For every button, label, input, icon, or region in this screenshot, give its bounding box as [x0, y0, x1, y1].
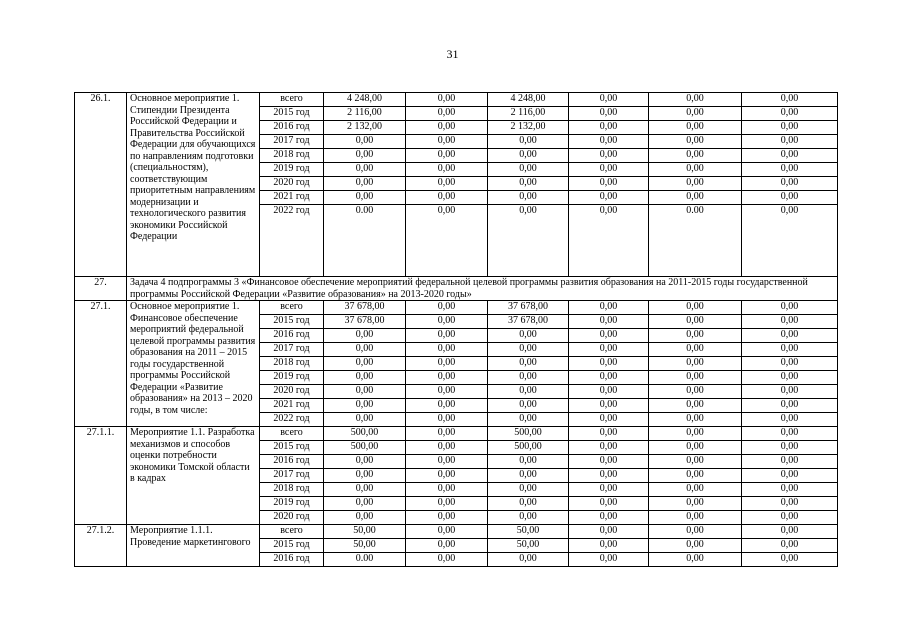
amount-cell: 0,00	[649, 483, 742, 497]
amount-cell: 0,00	[324, 399, 406, 413]
amount-cell: 0,00	[649, 497, 742, 511]
amount-cell: 0,00	[742, 177, 838, 191]
amount-cell: 0,00	[488, 205, 569, 277]
amount-cell: 0,00	[569, 413, 649, 427]
period-cell: 2022 год	[260, 205, 324, 277]
amount-cell: 0,00	[488, 385, 569, 399]
amount-cell: 0,00	[742, 455, 838, 469]
amount-cell: 0,00	[569, 539, 649, 553]
amount-cell: 50,00	[324, 539, 406, 553]
amount-cell: 0,00	[569, 149, 649, 163]
row-code: 27.	[75, 277, 127, 301]
period-cell: 2020 год	[260, 385, 324, 399]
row-code: 27.1.	[75, 301, 127, 427]
amount-cell: 0,00	[742, 385, 838, 399]
amount-cell: 37 678,00	[324, 301, 406, 315]
amount-cell: 0,00	[569, 205, 649, 277]
amount-cell: 0,00	[649, 301, 742, 315]
row-code: 27.1.1.	[75, 427, 127, 525]
amount-cell: 0,00	[406, 107, 488, 121]
amount-cell: 0,00	[742, 191, 838, 205]
amount-cell: 0,00	[488, 329, 569, 343]
period-cell: 2016 год	[260, 455, 324, 469]
amount-cell: 0,00	[742, 93, 838, 107]
amount-cell: 0,00	[569, 455, 649, 469]
amount-cell: 0,00	[569, 497, 649, 511]
amount-cell: 0,00	[406, 163, 488, 177]
amount-cell: 0,00	[742, 329, 838, 343]
amount-cell: 0,00	[324, 357, 406, 371]
amount-cell: 0,00	[488, 371, 569, 385]
amount-cell: 0,00	[324, 177, 406, 191]
amount-cell: 0,00	[488, 483, 569, 497]
period-cell: 2017 год	[260, 135, 324, 149]
amount-cell: 0,00	[488, 469, 569, 483]
amount-cell: 0,00	[406, 149, 488, 163]
period-cell: всего	[260, 301, 324, 315]
amount-cell: 0,00	[569, 441, 649, 455]
amount-cell: 0,00	[406, 343, 488, 357]
amount-cell: 0,00	[488, 177, 569, 191]
amount-cell: 0,00	[742, 539, 838, 553]
period-cell: всего	[260, 427, 324, 441]
amount-cell: 0,00	[742, 371, 838, 385]
amount-cell: 0,00	[649, 357, 742, 371]
amount-cell: 500,00	[488, 427, 569, 441]
amount-cell: 0,00	[649, 93, 742, 107]
amount-cell: 2 116,00	[324, 107, 406, 121]
amount-cell: 0,00	[569, 191, 649, 205]
period-cell: 2017 год	[260, 343, 324, 357]
amount-cell: 0,00	[569, 525, 649, 539]
period-cell: 2015 год	[260, 107, 324, 121]
amount-cell: 0,00	[569, 357, 649, 371]
amount-cell: 0,00	[406, 511, 488, 525]
period-cell: 2019 год	[260, 497, 324, 511]
amount-cell: 0,00	[649, 441, 742, 455]
amount-cell: 0,00	[406, 455, 488, 469]
amount-cell: 0,00	[488, 343, 569, 357]
amount-cell: 0,00	[649, 385, 742, 399]
amount-cell: 0,00	[649, 539, 742, 553]
amount-cell: 0,00	[649, 121, 742, 135]
amount-cell: 0,00	[742, 149, 838, 163]
amount-cell: 0,00	[742, 107, 838, 121]
period-cell: 2015 год	[260, 315, 324, 329]
amount-cell: 0,00	[324, 497, 406, 511]
period-cell: 2021 год	[260, 399, 324, 413]
amount-cell: 0,00	[406, 121, 488, 135]
amount-cell: 0,00	[324, 343, 406, 357]
amount-cell: 37 678,00	[324, 315, 406, 329]
amount-cell: 0,00	[406, 553, 488, 567]
amount-cell: 0,00	[569, 329, 649, 343]
amount-cell: 0.00	[324, 205, 406, 277]
period-cell: 2015 год	[260, 539, 324, 553]
amount-cell: 0,00	[324, 511, 406, 525]
amount-cell: 0,00	[649, 315, 742, 329]
table-row	[75, 301, 838, 315]
amount-cell: 0,00	[569, 469, 649, 483]
amount-cell: 0,00	[649, 107, 742, 121]
amount-cell: 0,00	[742, 483, 838, 497]
period-cell: 2016 год	[260, 329, 324, 343]
amount-cell: 0,00	[569, 399, 649, 413]
amount-cell: 0,00	[406, 469, 488, 483]
amount-cell: 0,00	[324, 135, 406, 149]
period-cell: 2015 год	[260, 441, 324, 455]
amount-cell: 0,00	[488, 455, 569, 469]
table-row	[75, 93, 838, 107]
amount-cell: 0,00	[406, 177, 488, 191]
amount-cell: 0,00	[742, 525, 838, 539]
amount-cell: 0,00	[406, 427, 488, 441]
amount-cell: 0,00	[406, 483, 488, 497]
amount-cell: 0,00	[742, 511, 838, 525]
amount-cell: 0,00	[324, 149, 406, 163]
amount-cell: 0,00	[488, 163, 569, 177]
amount-cell: 0,00	[569, 93, 649, 107]
period-cell: 2020 год	[260, 511, 324, 525]
period-cell: 2016 год	[260, 553, 324, 567]
amount-cell: 0,00	[569, 371, 649, 385]
amount-cell: 0,00	[569, 135, 649, 149]
amount-cell: 0,00	[649, 177, 742, 191]
amount-cell: 0,00	[649, 343, 742, 357]
amount-cell: 0,00	[569, 177, 649, 191]
amount-cell: 0,00	[406, 371, 488, 385]
amount-cell: 0,00	[569, 511, 649, 525]
amount-cell: 0,00	[649, 469, 742, 483]
amount-cell: 0,00	[569, 301, 649, 315]
amount-cell: 0,00	[406, 497, 488, 511]
amount-cell: 0,00	[742, 343, 838, 357]
amount-cell: 0,00	[742, 413, 838, 427]
amount-cell: 0,00	[324, 413, 406, 427]
amount-cell: 0,00	[488, 553, 569, 567]
amount-cell: 37 678,00	[488, 315, 569, 329]
budget-table	[74, 92, 838, 567]
period-cell: 2018 год	[260, 483, 324, 497]
row-description: Мероприятие 1.1.1. Проведение маркетингового	[127, 525, 260, 567]
amount-cell: 0,00	[488, 511, 569, 525]
amount-cell: 0,00	[488, 191, 569, 205]
amount-cell: 0,00	[324, 483, 406, 497]
amount-cell: 500,00	[488, 441, 569, 455]
amount-cell: 0,00	[569, 163, 649, 177]
row-description: Мероприятие 1.1. Разработка механизмов и способов оценки потребности экономики Томской области в кадрах	[127, 427, 260, 525]
page-number: 31	[446, 47, 459, 61]
amount-cell: 0,00	[324, 329, 406, 343]
period-cell: 2021 год	[260, 191, 324, 205]
amount-cell: 0,00	[324, 371, 406, 385]
period-cell: всего	[260, 525, 324, 539]
amount-cell: 50,00	[324, 525, 406, 539]
amount-cell: 0,00	[406, 301, 488, 315]
period-cell: 2022 год	[260, 413, 324, 427]
amount-cell: 2 132,00	[488, 121, 569, 135]
amount-cell: 0,00	[488, 497, 569, 511]
amount-cell: 0,00	[569, 385, 649, 399]
amount-cell: 0,00	[569, 553, 649, 567]
amount-cell: 0,00	[488, 399, 569, 413]
amount-cell: 0,00	[488, 357, 569, 371]
amount-cell: 0,00	[406, 135, 488, 149]
amount-cell: 0,00	[406, 205, 488, 277]
amount-cell: 0,00	[569, 427, 649, 441]
amount-cell: 0,00	[569, 107, 649, 121]
period-cell: 2019 год	[260, 371, 324, 385]
amount-cell: 0,00	[406, 191, 488, 205]
amount-cell: 0.00	[649, 205, 742, 277]
row-description: Основное мероприятие 1. Финансовое обеспечение мероприятий федеральной целевой программы развития образования на 2011 – 2015 годы государственной программы Российской Федерации «Развитие образования» на 2013 – 2020 годы, в том числе:	[127, 301, 260, 427]
amount-cell: 0,00	[649, 399, 742, 413]
period-cell: 2020 год	[260, 177, 324, 191]
amount-cell: 0,00	[406, 399, 488, 413]
amount-cell: 0,00	[742, 205, 838, 277]
amount-cell: 0,00	[324, 385, 406, 399]
period-cell: 2018 год	[260, 357, 324, 371]
amount-cell: 50,00	[488, 539, 569, 553]
amount-cell: 0,00	[649, 455, 742, 469]
amount-cell: 0,00	[649, 371, 742, 385]
amount-cell: 0,00	[324, 163, 406, 177]
amount-cell: 0,00	[324, 191, 406, 205]
amount-cell: 0,00	[406, 93, 488, 107]
amount-cell: 500,00	[324, 427, 406, 441]
amount-cell: 0,00	[742, 399, 838, 413]
amount-cell: 0,00	[649, 511, 742, 525]
table-row	[75, 525, 838, 539]
amount-cell: 0,00	[569, 315, 649, 329]
amount-cell: 0,00	[488, 413, 569, 427]
row-code: 27.1.2.	[75, 525, 127, 567]
amount-cell: 0,00	[324, 469, 406, 483]
amount-cell: 0,00	[406, 357, 488, 371]
amount-cell: 0,00	[488, 149, 569, 163]
amount-cell: 0,00	[569, 343, 649, 357]
amount-cell: 0,00	[742, 301, 838, 315]
amount-cell: 0,00	[742, 441, 838, 455]
amount-cell: 0,00	[406, 441, 488, 455]
amount-cell: 0,00	[649, 163, 742, 177]
period-cell: 2017 год	[260, 469, 324, 483]
amount-cell: 0,00	[649, 135, 742, 149]
amount-cell: 0,00	[742, 427, 838, 441]
amount-cell: 500,00	[324, 441, 406, 455]
amount-cell: 0,00	[649, 427, 742, 441]
amount-cell: 0,00	[742, 357, 838, 371]
task-row	[75, 277, 838, 301]
amount-cell: 0,00	[406, 385, 488, 399]
period-cell: всего	[260, 93, 324, 107]
amount-cell: 0,00	[742, 135, 838, 149]
amount-cell: 0,00	[406, 413, 488, 427]
amount-cell: 50,00	[488, 525, 569, 539]
amount-cell: 4 248,00	[324, 93, 406, 107]
period-cell: 2018 год	[260, 149, 324, 163]
amount-cell: 0,00	[406, 539, 488, 553]
amount-cell: 0,00	[742, 497, 838, 511]
amount-cell: 0,00	[406, 329, 488, 343]
amount-cell: 0,00	[488, 135, 569, 149]
amount-cell: 2 116,00	[488, 107, 569, 121]
amount-cell: 0,00	[649, 149, 742, 163]
amount-cell: 0,00	[649, 553, 742, 567]
amount-cell: 0,00	[649, 525, 742, 539]
period-cell: 2016 год	[260, 121, 324, 135]
table-row	[75, 427, 838, 441]
task-title: Задача 4 подпрограммы 3 «Финансовое обеспечение мероприятий федеральной целевой программы развития образования на 2011-2015 годы государственной программы Российской Федерации «Развитие образования» на 2013-2020 годы»	[127, 277, 838, 301]
amount-cell: 0,00	[649, 191, 742, 205]
amount-cell: 0,00	[649, 413, 742, 427]
period-cell: 2019 год	[260, 163, 324, 177]
row-description: Основное мероприятие 1. Стипендии Президента Российской Федерации и Правительства Российской Федерации для обучающихся по направлениям подготовки (специальностям), соответствующим приоритетным направлениям модернизации и технологического развития экономики Российской Федерации	[127, 93, 260, 277]
amount-cell: 0,00	[406, 315, 488, 329]
amount-cell: 0,00	[742, 121, 838, 135]
amount-cell: 0,00	[324, 455, 406, 469]
amount-cell: 0,00	[569, 483, 649, 497]
amount-cell: 0,00	[742, 469, 838, 483]
amount-cell: 0,00	[742, 315, 838, 329]
amount-cell: 0.00	[324, 553, 406, 567]
amount-cell: 37 678,00	[488, 301, 569, 315]
amount-cell: 0,00	[742, 163, 838, 177]
row-code: 26.1.	[75, 93, 127, 277]
amount-cell: 0,00	[569, 121, 649, 135]
amount-cell: 0,00	[649, 329, 742, 343]
amount-cell: 0,00	[742, 553, 838, 567]
amount-cell: 4 248,00	[488, 93, 569, 107]
amount-cell: 0,00	[406, 525, 488, 539]
amount-cell: 2 132,00	[324, 121, 406, 135]
